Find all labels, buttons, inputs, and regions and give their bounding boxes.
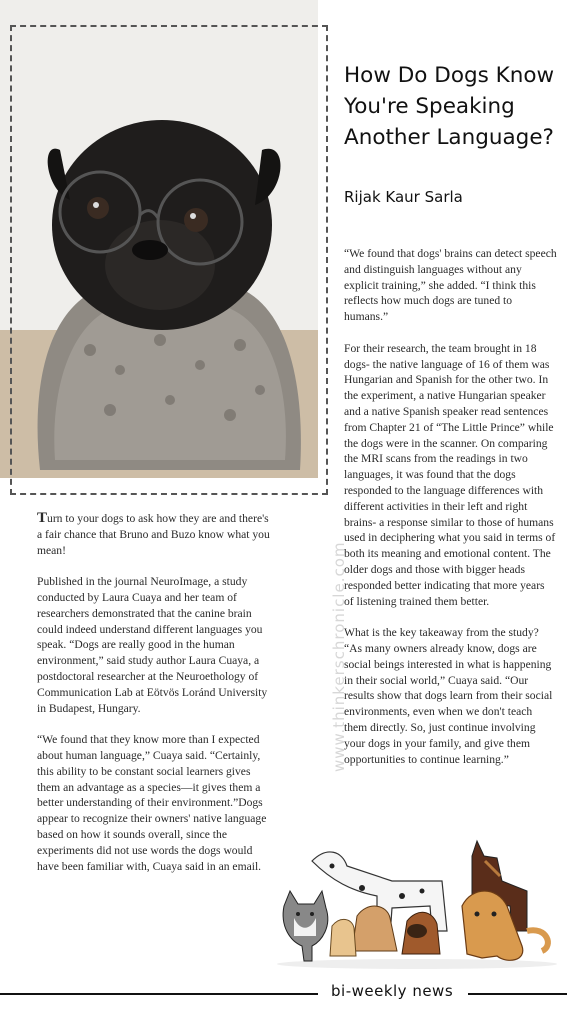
footer-label: bi-weekly news (331, 982, 454, 1000)
body-paragraph: What is the key takeaway from the study? “As many owners already know, dogs are social beings interested in what is happening in their social world,” Cuaya said. “Our results show that dogs learn from their social environments, even when we don't teach them directly. So, just continue involving your dogs in your family, and give them opportunities to continue learning.” (344, 626, 553, 766)
left-column (37, 511, 273, 890)
body-paragraph: “We found that dogs' brains can detect speech and distinguish languages without any explicit training,” she added. “I think this reflects how much dogs are tuned to humans.” (344, 247, 557, 324)
footer-rule-right (468, 993, 567, 995)
footer-rule-left (0, 993, 318, 995)
right-column (344, 246, 557, 783)
article-author: Rijak Kaur Sarla (344, 188, 463, 206)
body-paragraph: Published in the journal NeuroImage, a study conducted by Laura Cuaya and her team of researchers demonstrated that the canine brain could indeed understand different languages you speak. “Dogs are really good in the human environment,” said study author Laura Cuaya, a postdoctoral researcher at the Neuroethology of Communication Lab at Eötvös Loránd University in Budapest, Hungary. (37, 575, 268, 715)
intro-paragraph: Turn to your dogs to ask how they are and there's a fair chance that Bruno and Buzo know what you mean! (37, 510, 270, 557)
dogs-illustration (272, 836, 562, 970)
watermark-url: www.thinkerschronicle.com (330, 541, 348, 772)
article-title: How Do Dogs Know You're Speaking Another Language? (344, 63, 555, 150)
body-paragraph: “We found that they know more than I expected about human language,” Cuaya said. “Certainly, this ability to be constant social learners gives them an advantage as a species—it gives them a better understanding of their environment.”Dogs appear to recognize their owners' native language based on how it sounds overall, since the experiments did not use words the dogs would have been familiar with, Cuaya said in an email. (37, 733, 267, 873)
drop-cap: T (37, 510, 48, 526)
dashed-photo-frame (10, 25, 328, 495)
body-paragraph: For their research, the team brought in 18 dogs- the native language of 16 of them was Hungarian and Spanish for the other two. In the experiment, a native Hungarian speaker and a native Spanish speaker read sentences from Chapter 21 of “The Little Prince” while the dogs were in the scanner. On comparing the MRI scans from the readings in two languages, it was found that the dogs responded to the language differences with different activities in their left and right brains- a response similar to those of humans used in deciphering what you said in terms of both its meaning and emotional content. The older dogs and those with bigger heads responded better indicating that more years of listening trained them better. (344, 341, 556, 608)
